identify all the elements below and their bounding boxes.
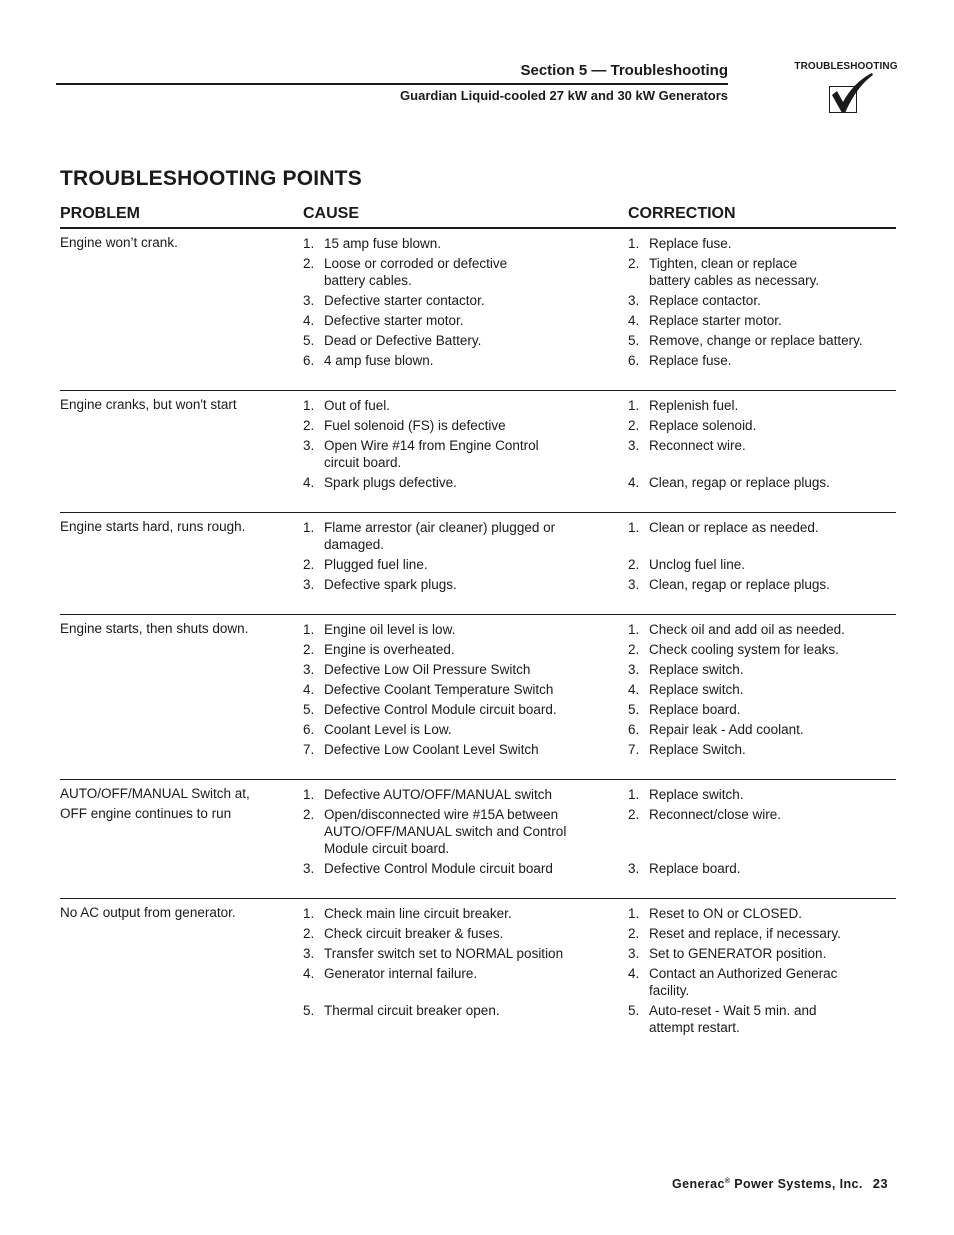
cause-number: 2. <box>303 255 315 271</box>
cause-text: Open/disconnected wire #15A between AUTO/OFF/MANUAL switch and Control Module circuit board. <box>324 806 567 856</box>
cause-cell <box>303 858 628 878</box>
correction-number: 3. <box>628 437 640 453</box>
correction-text: Reset to ON or CLOSED. <box>649 905 803 921</box>
cause-cell <box>303 290 628 310</box>
correction-cell <box>628 1000 896 1037</box>
cause-number: 4. <box>303 681 315 697</box>
cause-number: 1. <box>303 235 315 251</box>
correction-text: Replace board. <box>649 860 741 876</box>
cause-cell <box>303 903 628 923</box>
correction-cell <box>628 415 896 435</box>
header-rule <box>56 83 728 85</box>
cause-cell <box>303 415 628 435</box>
table-row <box>60 903 896 923</box>
correction-number: 6. <box>628 721 640 737</box>
section-tab-label: TROUBLESHOOTING <box>794 61 898 72</box>
correction-text: Replace fuse. <box>649 235 732 251</box>
table-row <box>60 350 896 370</box>
cause-cell <box>303 574 628 594</box>
correction-text: Tighten, clean or replace battery cables as necessary. <box>649 255 820 288</box>
table-row <box>60 233 896 253</box>
correction-cell <box>628 784 896 804</box>
table-row <box>60 943 896 963</box>
cause-cell <box>303 963 628 1000</box>
correction-cell <box>628 903 896 923</box>
cause-text: Engine is overheated. <box>324 641 455 657</box>
correction-number: 4. <box>628 681 640 697</box>
correction-cell <box>628 923 896 943</box>
correction-number: 2. <box>628 641 640 657</box>
footer-company: Generac <box>671 1177 725 1191</box>
correction-cell <box>628 639 896 659</box>
column-header-problem: PROBLEM <box>60 205 140 222</box>
cause-cell <box>303 233 628 253</box>
correction-number: 5. <box>628 1002 640 1018</box>
correction-number: 5. <box>628 332 640 348</box>
cause-cell <box>303 639 628 659</box>
cause-number: 7. <box>303 741 315 757</box>
cause-text: Open Wire #14 from Engine Control circuit board. <box>324 437 539 470</box>
correction-text: Unclog fuel line. <box>649 556 746 572</box>
cause-text: Defective Coolant Temperature Switch <box>324 681 554 697</box>
correction-text: Replace switch. <box>649 661 744 677</box>
correction-cell <box>628 517 896 554</box>
correction-number: 3. <box>628 576 640 592</box>
correction-text: Replace switch. <box>649 681 744 697</box>
correction-number: 1. <box>628 905 640 921</box>
table-row <box>60 554 896 574</box>
correction-text: Reconnect/close wire. <box>649 806 782 822</box>
correction-number: 6. <box>628 352 640 368</box>
correction-text: Reset and replace, if necessary. <box>649 925 841 941</box>
table-row <box>60 804 896 858</box>
correction-text: Clean, regap or replace plugs. <box>649 474 830 490</box>
correction-text: Replace fuse. <box>649 352 732 368</box>
table-row <box>60 517 896 554</box>
correction-text: Repair leak - Add coolant. <box>649 721 804 737</box>
cause-cell <box>303 472 628 492</box>
correction-cell <box>628 554 896 574</box>
problem-text: Engine starts hard, runs rough. <box>60 519 246 534</box>
correction-text: Replace starter motor. <box>649 312 782 328</box>
cause-text: Coolant Level is Low. <box>324 721 452 737</box>
correction-text: Replace solenoid. <box>649 417 757 433</box>
cause-cell <box>303 253 628 290</box>
cause-number: 3. <box>303 661 315 677</box>
checkmark-icon <box>826 72 876 116</box>
correction-cell <box>628 719 896 739</box>
correction-number: 3. <box>628 661 640 677</box>
table-row <box>60 290 896 310</box>
cause-text: Check circuit breaker & fuses. <box>324 925 504 941</box>
cause-text: Out of fuel. <box>324 397 391 413</box>
cause-number: 5. <box>303 701 315 717</box>
cause-cell <box>303 943 628 963</box>
cause-text: Flame arrestor (air cleaner) plugged or damaged. <box>324 519 556 552</box>
correction-number: 4. <box>628 965 640 981</box>
cause-text: Defective AUTO/OFF/MANUAL switch <box>324 786 553 802</box>
correction-cell <box>628 699 896 719</box>
correction-number: 5. <box>628 701 640 717</box>
correction-number: 1. <box>628 397 640 413</box>
cause-cell <box>303 350 628 370</box>
cause-text: 15 amp fuse blown. <box>324 235 442 251</box>
table-row <box>60 310 896 330</box>
table-row <box>60 858 896 878</box>
trouble-group <box>60 512 896 614</box>
cause-text: Defective Control Module circuit board. <box>324 701 557 717</box>
table-row <box>60 639 896 659</box>
cause-number: 2. <box>303 641 315 657</box>
correction-cell <box>628 739 896 759</box>
cause-number: 2. <box>303 417 315 433</box>
cause-number: 3. <box>303 292 315 308</box>
page-number: 23 <box>872 1176 888 1191</box>
cause-number: 1. <box>303 397 315 413</box>
correction-cell <box>628 233 896 253</box>
correction-text: Clean, regap or replace plugs. <box>649 576 830 592</box>
cause-cell <box>303 619 628 639</box>
column-header-cause: CAUSE <box>303 205 360 222</box>
correction-cell <box>628 472 896 492</box>
cause-cell <box>303 395 628 415</box>
problem-text: Engine cranks, but won't start <box>60 397 237 412</box>
correction-number: 1. <box>628 235 640 251</box>
cause-text: Thermal circuit breaker open. <box>324 1002 500 1018</box>
trouble-group <box>60 229 896 390</box>
trouble-group <box>60 390 896 512</box>
table-row <box>60 619 896 639</box>
table-row <box>60 1000 896 1037</box>
correction-cell <box>628 659 896 679</box>
correction-number: 2. <box>628 417 640 433</box>
cause-cell <box>303 719 628 739</box>
correction-cell <box>628 804 896 858</box>
table-row <box>60 923 896 943</box>
cause-number: 1. <box>303 621 315 637</box>
cause-text: Check main line circuit breaker. <box>324 905 512 921</box>
cause-cell <box>303 739 628 759</box>
correction-cell <box>628 963 896 1000</box>
table-row <box>60 330 896 350</box>
cause-number: 5. <box>303 332 315 348</box>
correction-number: 1. <box>628 786 640 802</box>
correction-number: 2. <box>628 556 640 572</box>
cause-cell <box>303 679 628 699</box>
cause-cell <box>303 517 628 554</box>
cause-text: Loose or corroded or defective battery cables. <box>324 255 508 288</box>
page-footer <box>672 1176 888 1191</box>
correction-number: 2. <box>628 806 640 822</box>
correction-text: Check cooling system for leaks. <box>649 641 839 657</box>
cause-number: 4. <box>303 965 315 981</box>
cause-text: Defective starter motor. <box>324 312 464 328</box>
table-row <box>60 659 896 679</box>
cause-text: 4 amp fuse blown. <box>324 352 434 368</box>
cause-cell <box>303 659 628 679</box>
column-header-correction: CORRECTION <box>628 205 736 222</box>
cause-text: Transfer switch set to NORMAL position <box>324 945 564 961</box>
cause-text: Dead or Defective Battery. <box>324 332 482 348</box>
document-subtitle: Guardian Liquid-cooled 27 kW and 30 kW Generators <box>400 88 728 103</box>
correction-text: Remove, change or replace battery. <box>649 332 863 348</box>
correction-number: 7. <box>628 741 640 757</box>
cause-cell <box>303 435 628 472</box>
cause-cell <box>303 554 628 574</box>
correction-number: 4. <box>628 312 640 328</box>
cause-text: Fuel solenoid (FS) is defective <box>324 417 506 433</box>
footer-company-suffix: Power Systems, Inc. <box>730 1177 863 1191</box>
cause-number: 2. <box>303 925 315 941</box>
cause-text: Defective spark plugs. <box>324 576 457 592</box>
cause-text: Spark plugs defective. <box>324 474 457 490</box>
registered-mark: ® <box>724 1177 731 1185</box>
table-row <box>60 574 896 594</box>
trouble-group <box>60 898 896 1037</box>
cause-number: 2. <box>303 806 315 822</box>
correction-cell <box>628 858 896 878</box>
correction-number: 2. <box>628 925 640 941</box>
cause-number: 1. <box>303 519 315 535</box>
correction-text: Clean or replace as needed. <box>649 519 819 535</box>
problem-text: Engine won’t crank. <box>60 235 178 250</box>
correction-cell <box>628 574 896 594</box>
correction-text: Replace Switch. <box>649 741 746 757</box>
cause-cell <box>303 330 628 350</box>
correction-cell <box>628 350 896 370</box>
correction-cell <box>628 619 896 639</box>
cause-number: 3. <box>303 945 315 961</box>
table-row <box>60 395 896 415</box>
cause-cell <box>303 804 628 858</box>
cause-cell <box>303 784 628 804</box>
correction-text: Replace switch. <box>649 786 744 802</box>
page-heading: TROUBLESHOOTING POINTS <box>60 167 362 190</box>
correction-number: 2. <box>628 255 640 271</box>
table-row <box>60 415 896 435</box>
correction-cell <box>628 290 896 310</box>
trouble-group <box>60 779 896 898</box>
cause-number: 2. <box>303 556 315 572</box>
table-row <box>60 253 896 290</box>
cause-cell <box>303 1000 628 1037</box>
table-row <box>60 472 896 492</box>
cause-text: Engine oil level is low. <box>324 621 456 637</box>
correction-text: Replenish fuel. <box>649 397 739 413</box>
cause-cell <box>303 699 628 719</box>
correction-number: 3. <box>628 945 640 961</box>
problem-text: Engine starts, then shuts down. <box>60 621 249 636</box>
correction-number: 1. <box>628 621 640 637</box>
table-row <box>60 739 896 759</box>
table-row <box>60 699 896 719</box>
correction-text: Auto-reset - Wait 5 min. and attempt restart. <box>649 1002 817 1035</box>
cause-text: Defective Control Module circuit board <box>324 860 553 876</box>
cause-number: 3. <box>303 437 315 453</box>
cause-text: Generator internal failure. <box>324 965 478 981</box>
correction-text: Check oil and add oil as needed. <box>649 621 845 637</box>
cause-text: Defective Low Oil Pressure Switch <box>324 661 531 677</box>
trouble-group <box>60 614 896 779</box>
cause-number: 1. <box>303 786 315 802</box>
cause-text: Plugged fuel line. <box>324 556 428 572</box>
correction-cell <box>628 679 896 699</box>
correction-text: Reconnect wire. <box>649 437 746 453</box>
section-title: Section 5 — Troubleshooting <box>520 62 728 79</box>
cause-number: 5. <box>303 1002 315 1018</box>
cause-text: Defective Low Coolant Level Switch <box>324 741 539 757</box>
correction-text: Set to GENERATOR position. <box>649 945 827 961</box>
correction-text: Contact an Authorized Generac facility. <box>649 965 838 998</box>
cause-number: 4. <box>303 474 315 490</box>
correction-number: 3. <box>628 292 640 308</box>
correction-text: Replace board. <box>649 701 741 717</box>
cause-number: 3. <box>303 860 315 876</box>
cause-number: 6. <box>303 721 315 737</box>
correction-cell <box>628 435 896 472</box>
cause-text: Defective starter contactor. <box>324 292 485 308</box>
troubleshooting-table <box>60 229 896 1037</box>
problem-text: No AC output from generator. <box>60 905 236 920</box>
problem-text: AUTO/OFF/MANUAL Switch at, OFF engine continues to run <box>60 786 250 821</box>
correction-cell <box>628 943 896 963</box>
table-row <box>60 679 896 699</box>
correction-number: 1. <box>628 519 640 535</box>
cause-cell <box>303 310 628 330</box>
correction-cell <box>628 310 896 330</box>
cause-number: 4. <box>303 312 315 328</box>
table-row <box>60 963 896 1000</box>
table-row <box>60 719 896 739</box>
correction-number: 3. <box>628 860 640 876</box>
correction-cell <box>628 253 896 290</box>
cause-cell <box>303 923 628 943</box>
correction-cell <box>628 395 896 415</box>
table-row <box>60 435 896 472</box>
correction-text: Replace contactor. <box>649 292 761 308</box>
correction-number: 4. <box>628 474 640 490</box>
cause-number: 3. <box>303 576 315 592</box>
table-row <box>60 784 896 804</box>
correction-cell <box>628 330 896 350</box>
cause-number: 1. <box>303 905 315 921</box>
cause-number: 6. <box>303 352 315 368</box>
